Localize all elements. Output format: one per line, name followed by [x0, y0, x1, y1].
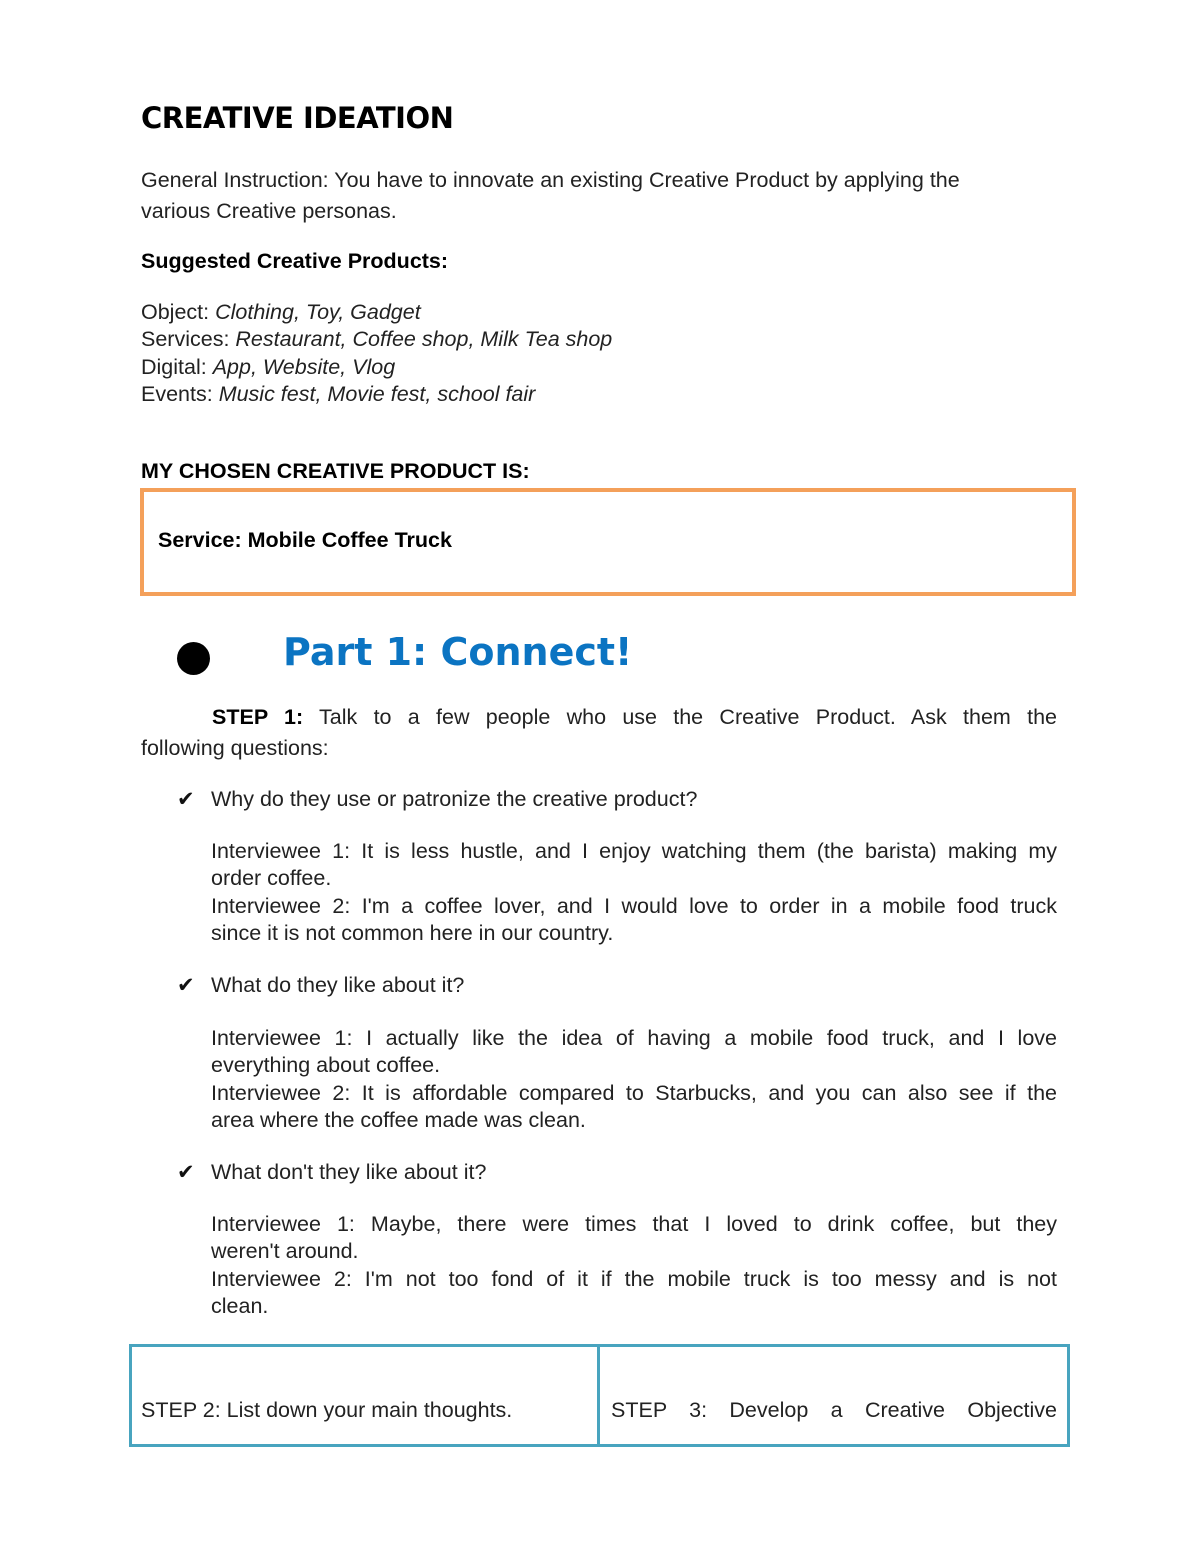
answer-line: clean. [211, 1294, 269, 1319]
answers-1 [211, 838, 1057, 948]
suggested-list [141, 299, 612, 409]
general-instruction [141, 165, 1071, 227]
step-1-line-2: following questions: [141, 736, 329, 760]
answer-line: order coffee. [211, 866, 332, 891]
answers-2 [211, 1025, 1057, 1135]
chosen-heading: MY CHOSEN CREATIVE PRODUCT IS: [141, 459, 530, 483]
part-1-title: Part 1: Connect! [283, 630, 633, 674]
step-1-paragraph [141, 702, 1057, 764]
answer-line: Interviewee 1: It is less hustle, and I enjoy watching them (the barista) making my [211, 839, 1057, 863]
answer-line: weren't around. [211, 1239, 359, 1264]
check-mark-icon: ✔ [177, 1160, 195, 1184]
question-1: Why do they use or patronize the creative product? [211, 787, 698, 811]
answer-line: everything about coffee. [211, 1053, 441, 1078]
check-mark-icon: ✔ [177, 787, 195, 811]
answers-3 [211, 1211, 1057, 1321]
bullet-icon [177, 642, 210, 675]
suggested-heading: Suggested Creative Products: [141, 249, 449, 273]
step-2-cell: STEP 2: List down your main thoughts. [141, 1398, 513, 1422]
answer-line: Interviewee 2: I'm not too fond of it if the mobile truck is too messy and is not [211, 1266, 1057, 1291]
answer-line: Interviewee 2: It is affordable compared to Starbucks, and you can also see if the [211, 1080, 1057, 1105]
chosen-product-value: Service: Mobile Coffee Truck [158, 528, 452, 552]
answer-line: area where the coffee made was clean. [211, 1108, 586, 1133]
document-title: CREATIVE IDEATION [141, 101, 454, 135]
suggested-row-digital: Digital: App, Website, Vlog [141, 354, 396, 379]
answer-line: since it is not common here in our country. [211, 921, 614, 946]
suggested-row-events: Events: Music fest, Movie fest, school fair [141, 382, 536, 407]
answer-line: Interviewee 1: Maybe, there were times that I loved to drink coffee, but they [211, 1212, 1057, 1236]
table-divider [597, 1344, 600, 1447]
question-3: What don't they like about it? [211, 1160, 487, 1184]
step-1-line-1: STEP 1: Talk to a few people who use the Creative Product. Ask them the [212, 705, 1058, 729]
answer-line: Interviewee 2: I'm a coffee lover, and I would love to order in a mobile food truck [211, 893, 1057, 918]
answer-line: Interviewee 1: I actually like the idea of having a mobile food truck, and I love [211, 1026, 1057, 1050]
step-3-cell: STEP 3: Develop a Creative Objective [611, 1398, 1057, 1422]
suggested-row-services: Services: Restaurant, Coffee shop, Milk Tea shop [141, 327, 613, 352]
check-mark-icon: ✔ [177, 973, 195, 997]
instruction-line-1: General Instruction: You have to innovate an existing Creative Product by applying the [141, 168, 960, 192]
question-2: What do they like about it? [211, 973, 465, 997]
instruction-line-2: various Creative personas. [141, 199, 397, 223]
suggested-row-object: Object: Clothing, Toy, Gadget [141, 300, 421, 324]
